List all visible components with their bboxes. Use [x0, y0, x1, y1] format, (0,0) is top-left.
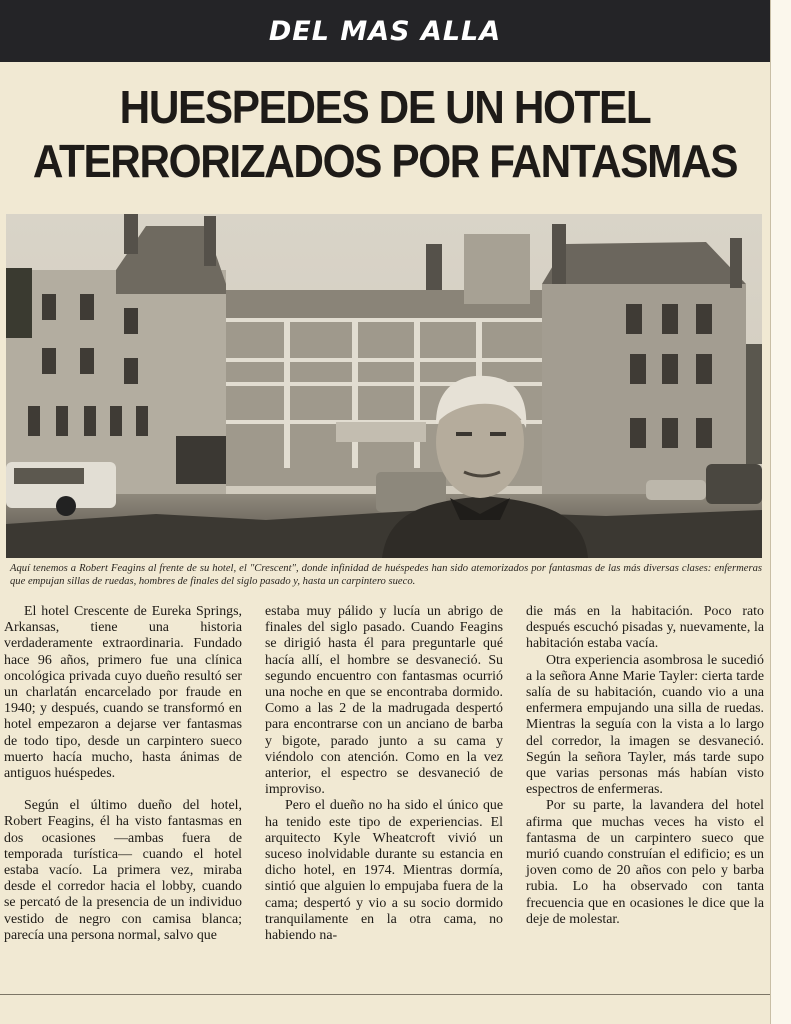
section-title: DEL MAS ALLA: [268, 15, 502, 47]
photo-caption: Aquí tenemos a Robert Feagins al frente de su hotel, el "Crescent", donde infinidad de huéspedes han sido atemorizados por fantasmas de las más diversas clases: enfermeras que empujan sillas de ruedas, hombres de finales del siglo pasado y, hasta un carpintero sueco.: [10, 563, 762, 587]
paragraph: die más en la habitación. Poco rato después escuchó pisadas y, nuevamente, la habitación estaba vacía.: [526, 604, 764, 652]
paragraph: El hotel Crescente de Eureka Springs, Arkansas, tiene una historia verdaderamente extraordinaria. Fundado hace 96 años, primero fue una clínica oncológica privada cuyo dueño resultó ser un charlatán encarcelado por fraude en 1940; y después, cuando se transformó en hotel empezaron a dejarse ver fantasmas de todo tipo, desde un carpintero sueco muerto hacía mucho, hasta ánimas de antiguos huéspedes.: [4, 604, 242, 782]
headline: [31, 80, 739, 188]
paragraph: Por su parte, la lavandera del hotel afirma que muchas veces ha visto el fantasma de un carpintero sueco que murió cuando construían el edificio; es un joven como de 20 años con pelo y barba rubia. Lo ha observado con tanta frecuencia que en ocasiones le dice que la deje de molestar.: [526, 798, 764, 927]
page-edge: [770, 0, 791, 1024]
headline-line-2: ATERRORIZADOS POR FANTASMAS: [32, 135, 738, 187]
article-column-2: [265, 604, 503, 944]
paragraph: Pero el dueño no ha sido el único que ha tenido este tipo de experiencias. El arquitecto Kyle Wheatcroft vivió un suceso inolvidable durante su estancia en dicho hotel, en 1974. Mientras dormía, sintió que alguien lo empujaba fuera de la cama; despertó y vio a su socio dormido tranquilamente en la otra cama, no habiendo na-: [265, 798, 503, 944]
bottom-rule: [0, 994, 770, 995]
paragraph: Otra experiencia asombrosa le sucedió a la señora Anne Marie Tayler: cierta tarde salía de su habitación, cuando vio a una enfermera empujando una silla de ruedas. Mientras la seguía con la vista a lo largo del corredor, la imagen se desvaneció. Según la señora Tayler, más tarde supo que varias personas más habían visto espectros de enfermeras.: [526, 652, 764, 798]
article-column-3: [526, 604, 764, 928]
article-column-1: [4, 604, 242, 944]
section-header-band: [0, 0, 770, 62]
hotel-right-tower: [542, 224, 762, 506]
hotel-photo: [6, 214, 762, 558]
paragraph: estaba muy pálido y lucía un abrigo de finales del siglo pasado. Cuando Feagins se dirigió hasta él para preguntarle qué hacía allí, el hombre se desvaneció. Su segundo encuentro con fantasmas ocurrió una noche en que se encontraba dormido. Como a las 2 de la madrugada despertó para encontrarse con un anciano de barba y bigote, parado junto a su cama y viéndolo con atención. Como en la vez anterior, el espectro se desvaneció de improviso.: [265, 604, 503, 798]
paragraph: Según el último dueño del hotel, Robert Feagins, él ha visto fantasmas en dos ocasiones —ambas fuera de temporada turística— cuando el hotel estaba vacío. La primera vez, miraba desde el corredor hacia el lobby, cuando se percató de la presencia de un individuo vestido de negro con camisa blanca; parecía una persona normal, salvo que: [4, 798, 242, 943]
headline-line-1: HUESPEDES DE UN HOTEL: [119, 81, 651, 133]
